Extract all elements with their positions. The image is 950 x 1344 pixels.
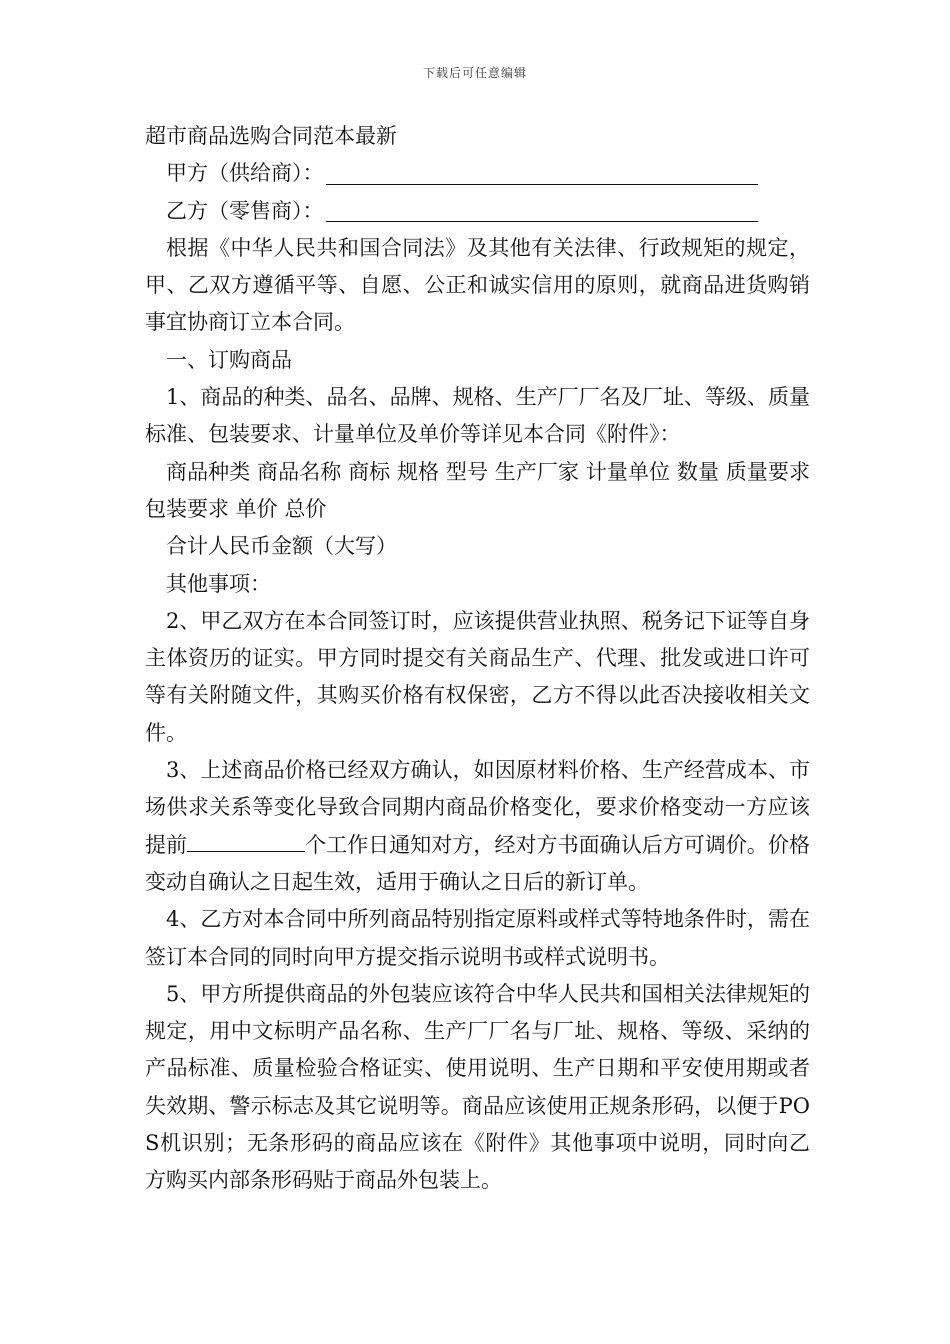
clause-4: 4、乙方对本合同中所列商品特别指定原料或样式等特地条件时，需在签订本合同的同时向甲方提交指示说明书或样式说明书。 (145, 907, 810, 969)
contract-document (145, 118, 810, 1200)
intro-paragraph: 根据《中华人民共和国合同法》及其他有关法律、行政规矩的规定，甲、乙双方遵循平等、自愿、公正和诚实信用的原则，就商品进货购销事宜协商订立本合同。 (145, 235, 810, 335)
clause-1: 1、商品的种类、品名、品牌、规格、生产厂厂名及厂址、等级、质量标准、包装要求、计量单位及单价等详见本合同《附件》： (145, 385, 810, 447)
party-a-blank-line[interactable] (326, 158, 758, 185)
party-a-row (145, 155, 810, 192)
clause-3-part1: 3、上述商品价格已经双方确认，如因原材料价格、生产经营成本、市场供求关系等变化导致合同期内商品价格变化，要求价格变动一方应该提前 (145, 758, 810, 857)
party-a-label: 甲方（供给商）： (166, 161, 324, 186)
section1-heading: 一、订购商品 (166, 347, 292, 372)
header-note: 下载后可任意编辑 (422, 66, 527, 80)
table-headers-line: 商品种类 商品名称 商标 规格 型号 生产厂家 计量单位 数量 质量要求 包装要求 单价 总价 (145, 459, 810, 521)
clause-3 (145, 752, 810, 901)
other-items-line: 其他事项： (166, 571, 271, 596)
notice-days-blank[interactable] (187, 831, 305, 852)
clause-2: 2、甲乙双方在本合同签订时，应该提供营业执照、税务记下证等自身主体资历的证实。甲方同时提交有关商品生产、代理、批发或进口许可等有关附随文件，其购买价格有权保密，乙方不得以此否决接收相关文件。 (145, 608, 810, 745)
document-title: 超市商品选购合同范本最新 (145, 124, 397, 148)
party-b-row (145, 193, 810, 230)
party-b-label: 乙方（零售商）： (166, 198, 324, 223)
clause-5: 5、甲方所提供商品的外包装应该符合中华人民共和国相关法律规矩的规定，用中文标明产品名称、生产厂厂名与厂址、规格、等级、采纳的产品标准、质量检验合格证实、使用说明、生产日期和平安使用期或者失效期、警示标志及其它说明等。商品应该使用正规条形码，以便于POS机识别；无条形码的商品应该在《附件》其他事项中说明，同时向乙方购买内部条形码贴于商品外包装上。 (145, 981, 810, 1193)
total-amount-line: 合计人民币金额（大写） (166, 534, 397, 559)
party-b-blank-line[interactable] (326, 195, 758, 222)
clause-3-part2: 个工作日通知对方，经对方书面确认后方可调价。价格变动自确认之日起生效，适用于确认之日后的新订单。 (145, 832, 810, 894)
